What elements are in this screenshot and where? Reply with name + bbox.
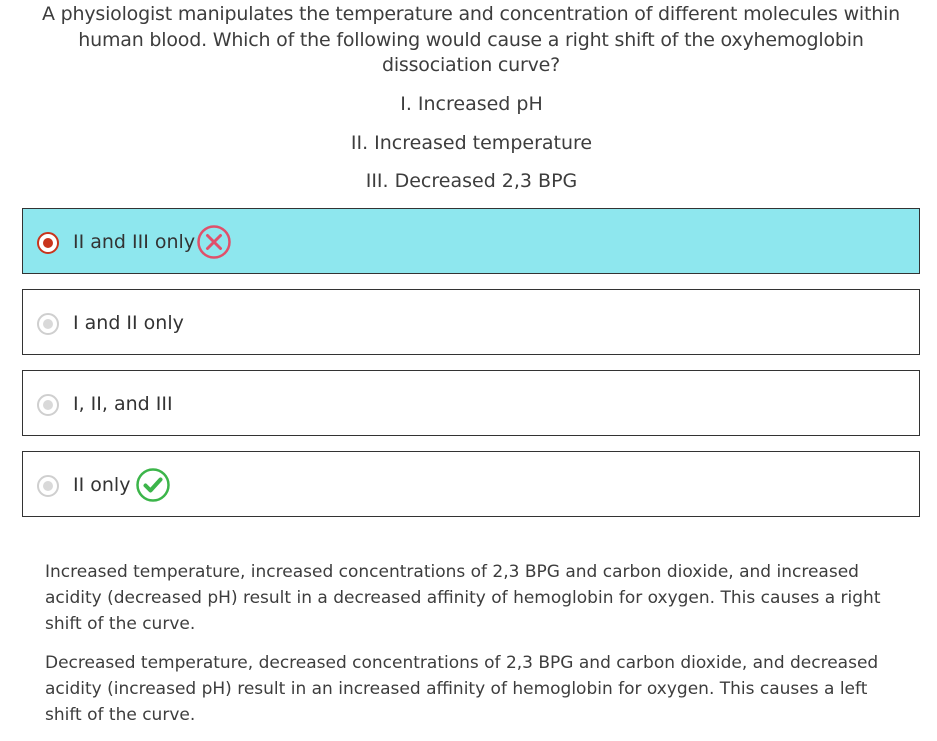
statement-2: II. Increased temperature [350, 131, 593, 154]
explanation-paragraph-1: Increased temperature, increased concentrations of 2,3 BPG and carbon dioxide, and increased acidity (decreased pH) result in a decreased affinity of hemoglobin for oxygen. This causes a right shift of the curve. [45, 562, 881, 634]
answer-choice-label: I, II, and III [73, 393, 173, 415]
answer-choice-a[interactable] [22, 208, 920, 274]
statement-1: I. Increased pH [400, 93, 543, 115]
answer-choice-label: II only [73, 474, 131, 496]
radio-button[interactable] [37, 394, 59, 416]
check-circle-icon [135, 467, 171, 503]
answer-choice-b[interactable] [22, 289, 920, 355]
answer-choice-label: II and III only [73, 231, 196, 253]
statement-3: III. Decreased 2,3 BPG [365, 170, 578, 192]
radio-button-selected[interactable] [37, 232, 59, 254]
answer-explanation [45, 559, 905, 741]
radio-button[interactable] [37, 475, 59, 497]
statement-list [0, 91, 937, 207]
answer-choice-d[interactable] [22, 451, 920, 517]
x-circle-icon [196, 224, 232, 260]
question-stem: A physiologist manipulates the temperature and concentration of different molecules within human blood. Which of the following would cause a right shift of the oxyhemoglobin dissociation curve? [42, 3, 900, 76]
answer-choice-c[interactable] [22, 370, 920, 436]
explanation-paragraph-2: Decreased temperature, decreased concentrations of 2,3 BPG and carbon dioxide, and decreased acidity (increased pH) result in an increased affinity of hemoglobin for oxygen. This causes a left shift of the curve. [45, 653, 879, 725]
answer-choice-label: I and II only [73, 312, 184, 334]
radio-button[interactable] [37, 313, 59, 335]
